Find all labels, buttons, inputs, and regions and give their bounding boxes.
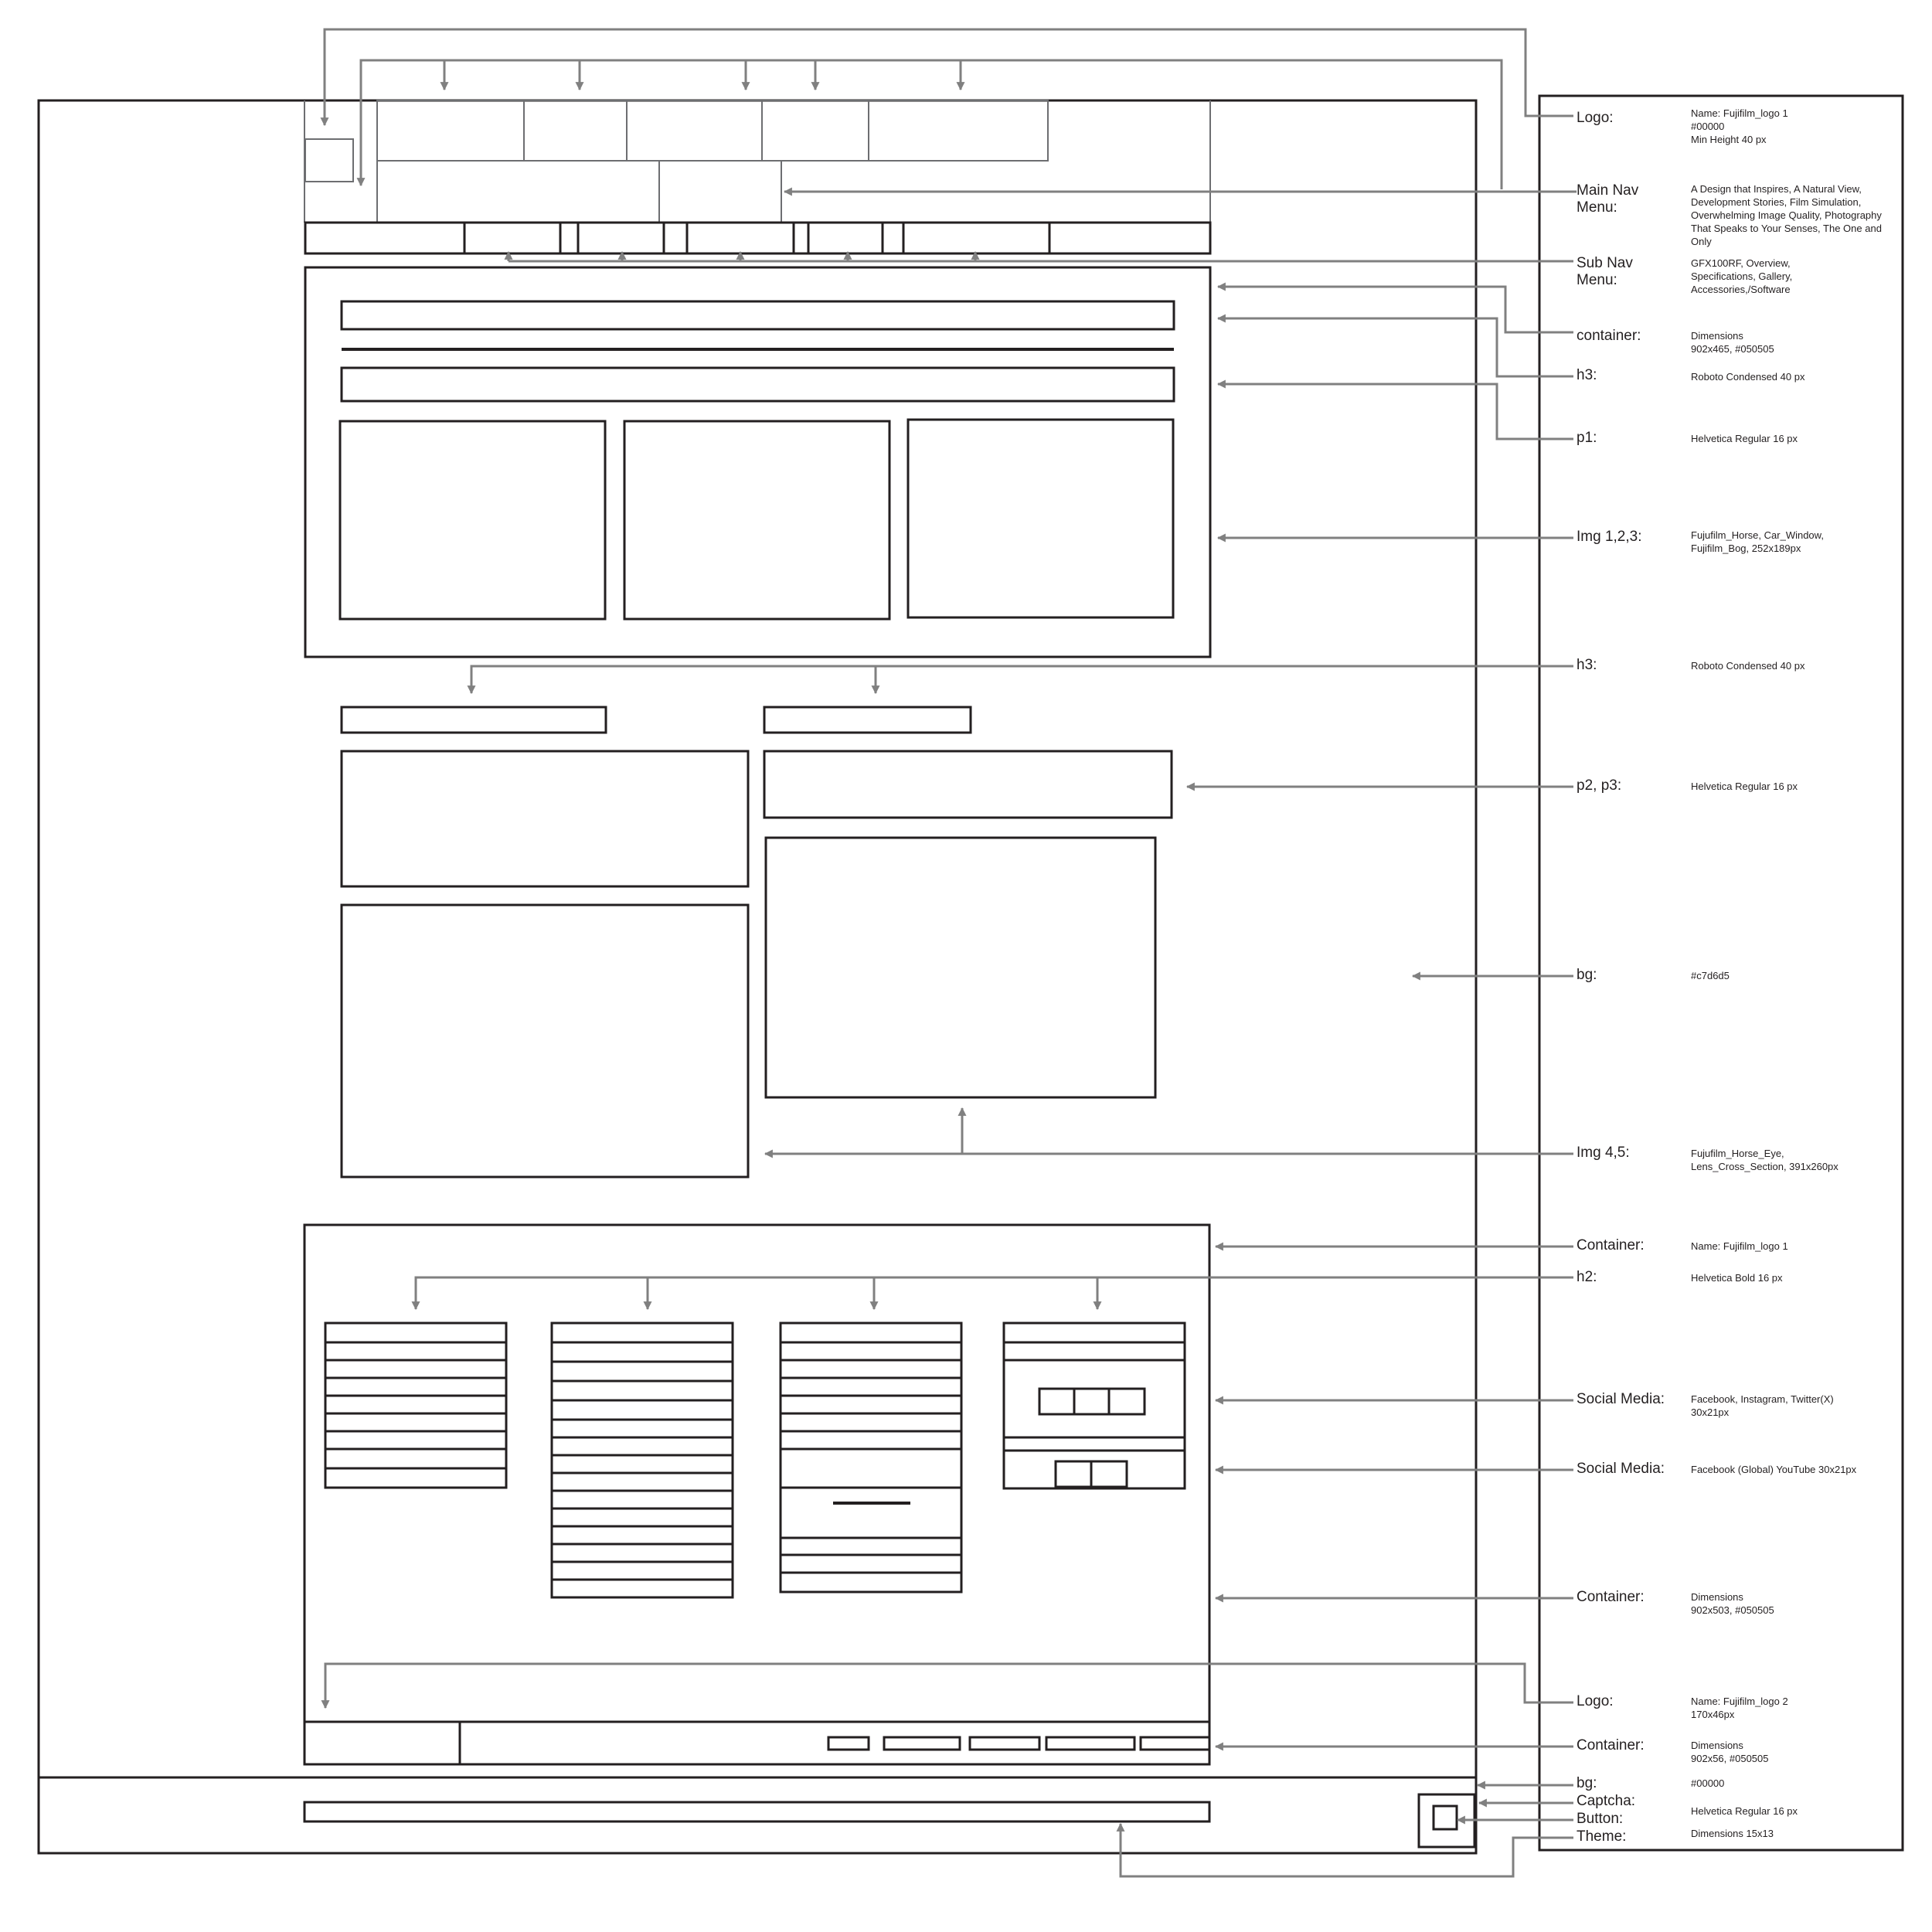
footer-column-1 xyxy=(325,1323,506,1488)
annotation-label-line: Img 1,2,3: xyxy=(1577,529,1642,545)
footer-column-3 xyxy=(781,1323,961,1592)
annotation-info-container-2 xyxy=(1691,1240,1845,1253)
annotation-info-p23 xyxy=(1691,780,1845,793)
annotation-info-line: Roboto Condensed 40 px xyxy=(1691,371,1805,383)
annotation-label-line: Container: xyxy=(1577,1589,1645,1605)
annotation-label-line: h3: xyxy=(1577,367,1597,383)
h3-left xyxy=(342,707,606,733)
annotation-label-p23 xyxy=(1577,777,1621,794)
annotation-label-line: Main Nav xyxy=(1577,182,1639,199)
header xyxy=(304,100,1210,223)
footer-column-4-social xyxy=(1004,1323,1185,1488)
img-3 xyxy=(908,420,1173,617)
annotation-info-line: Lens_Cross_Section, 391x260px xyxy=(1691,1161,1838,1172)
annotation-info-line: Fujufilm_Horse_Eye, xyxy=(1691,1148,1784,1159)
img-5 xyxy=(766,838,1155,1097)
annotation-info-line: Dimensions xyxy=(1691,1591,1743,1603)
annotation-label-button xyxy=(1577,1811,1623,1828)
footer-column-2 xyxy=(552,1323,733,1597)
annotation-info-line: Helvetica Regular 16 px xyxy=(1691,433,1798,444)
h3-right xyxy=(764,707,971,733)
annotation-info-line: #c7d6d5 xyxy=(1691,970,1730,981)
annotation-label-line: Button: xyxy=(1577,1811,1624,1827)
bottom-bar xyxy=(304,1794,1475,1847)
annotation-label-line: Menu: xyxy=(1577,199,1617,216)
annotation-label-bg-1 xyxy=(1577,967,1597,984)
annotation-info-line: A Design that Inspires, A Natural View, Development Stories, Film Simulation, Overwhelming Image Quality, Photography That Speaks to Your Senses, The One and Only xyxy=(1691,183,1882,247)
annotation-info-img-45 xyxy=(1691,1147,1869,1173)
annotation-info-sub-nav xyxy=(1691,257,1845,296)
annotation-info-container-4 xyxy=(1691,1739,1845,1765)
annotation-label-line: Logo: xyxy=(1577,1693,1614,1709)
img-4 xyxy=(342,905,748,1177)
annotation-info-line: Name: Fujifilm_logo 2 xyxy=(1691,1696,1788,1707)
annotation-info-line: Name: Fujifilm_logo 1 xyxy=(1691,107,1788,119)
annotation-label-img-45 xyxy=(1577,1145,1630,1162)
annotation-label-line: container: xyxy=(1577,328,1641,344)
annotation-label-container-2 xyxy=(1577,1237,1645,1254)
annotation-info-line: 902x465, #050505 xyxy=(1691,343,1774,355)
social-icons-row-1 xyxy=(1039,1389,1145,1414)
annotation-label-line: Img 4,5: xyxy=(1577,1145,1630,1161)
annotation-label-h3-1 xyxy=(1577,367,1597,384)
annotation-label-line: p1: xyxy=(1577,430,1597,446)
annotation-label-sub-nav xyxy=(1577,255,1633,289)
annotation-label-line: Social Media: xyxy=(1577,1391,1665,1407)
annotation-label-line: h3: xyxy=(1577,657,1597,673)
annotation-label-container-3 xyxy=(1577,1589,1645,1606)
p2-placeholder xyxy=(342,751,748,886)
annotation-label-theme xyxy=(1577,1828,1626,1845)
annotation-label-h3-2 xyxy=(1577,657,1597,674)
annotation-label-bg-2 xyxy=(1577,1775,1597,1792)
annotation-info-line: Name: Fujifilm_logo 1 xyxy=(1691,1240,1788,1252)
annotation-label-img-123 xyxy=(1577,529,1642,546)
annotation-label-container-1 xyxy=(1577,328,1641,345)
annotation-info-social-1 xyxy=(1691,1393,1869,1419)
main-nav-menu xyxy=(377,100,1048,223)
annotation-info-line: 170x46px xyxy=(1691,1709,1735,1720)
annotation-label-logo-top xyxy=(1577,110,1614,127)
annotation-info-line: Dimensions xyxy=(1691,1740,1743,1751)
annotation-label-line: Sub Nav xyxy=(1577,255,1633,271)
annotation-label-container-4 xyxy=(1577,1737,1645,1754)
annotation-info-line: #00000 xyxy=(1691,121,1725,132)
annotation-info-line: Helvetica Regular 16 px xyxy=(1691,1805,1798,1817)
footer-bottom-bar xyxy=(304,1722,1209,1764)
annotation-info-h3-1 xyxy=(1691,370,1845,383)
middle-section xyxy=(342,707,1172,1177)
annotation-info-line: 30x21px xyxy=(1691,1406,1730,1418)
annotation-info-line: Roboto Condensed 40 px xyxy=(1691,660,1805,672)
annotation-label-line: Container: xyxy=(1577,1237,1645,1253)
annotation-info-line: Facebook, Instagram, Twitter(X) xyxy=(1691,1393,1834,1405)
annotation-info-line: Facebook (Global) YouTube 30x21px xyxy=(1691,1464,1857,1475)
annotation-info-button xyxy=(1691,1804,1845,1818)
annotation-info-line: Dimensions 15x13 xyxy=(1691,1828,1774,1839)
annotation-info-line: Fujufilm_Horse, Car_Window, xyxy=(1691,529,1824,541)
annotation-info-container-3 xyxy=(1691,1590,1845,1617)
annotation-label-social-2 xyxy=(1577,1461,1665,1478)
annotation-info-line: Min Height 40 px xyxy=(1691,134,1767,145)
annotation-label-line: Container: xyxy=(1577,1737,1645,1753)
annotation-label-line: Captcha: xyxy=(1577,1793,1636,1809)
annotation-info-container-1 xyxy=(1691,329,1845,355)
annotation-label-line: bg: xyxy=(1577,1775,1597,1791)
theme-toggle-inner xyxy=(1434,1806,1457,1829)
annotation-info-img-123 xyxy=(1691,529,1861,555)
annotation-label-logo-bottom xyxy=(1577,1693,1614,1710)
annotation-info-bg-1 xyxy=(1691,969,1845,982)
img-1 xyxy=(340,421,605,619)
container-1 xyxy=(305,267,1210,657)
annotation-label-line: Social Media: xyxy=(1577,1461,1665,1477)
annotation-label-line: p2, p3: xyxy=(1577,777,1622,794)
annotation-label-line: Menu: xyxy=(1577,272,1617,288)
annotation-label-social-1 xyxy=(1577,1391,1665,1408)
img-2 xyxy=(624,421,889,619)
annotation-info-line: Helvetica Bold 16 px xyxy=(1691,1272,1783,1284)
annotation-label-h2 xyxy=(1577,1269,1597,1286)
annotation-info-h2 xyxy=(1691,1271,1845,1284)
footer-container xyxy=(304,1225,1209,1764)
annotation-info-line: Helvetica Regular 16 px xyxy=(1691,781,1798,792)
annotation-info-line: GFX100RF, Overview, Specifications, Gallery, Accessories,/Software xyxy=(1691,257,1793,295)
annotation-label-captcha xyxy=(1577,1793,1635,1810)
p3-placeholder xyxy=(764,751,1172,818)
p1-placeholder xyxy=(342,368,1174,401)
sub-nav-menu xyxy=(305,223,1210,253)
annotation-info-line: 902x503, #050505 xyxy=(1691,1604,1774,1616)
annotation-label-line: bg: xyxy=(1577,967,1597,983)
page-frame xyxy=(39,100,1476,1853)
connector-lines xyxy=(325,29,1577,1876)
annotation-info-social-2 xyxy=(1691,1463,1876,1476)
annotation-info-logo-bottom xyxy=(1691,1695,1845,1721)
annotation-info-logo-top xyxy=(1691,107,1853,146)
annotation-label-line: Theme: xyxy=(1577,1828,1627,1845)
annotation-label-line: h2: xyxy=(1577,1269,1597,1285)
annotation-info-h3-2 xyxy=(1691,659,1845,672)
annotation-info-theme xyxy=(1691,1827,1845,1840)
annotation-info-line: Fujifilm_Bog, 252x189px xyxy=(1691,543,1801,554)
annotation-info-main-nav xyxy=(1691,182,1900,248)
annotation-info-p1 xyxy=(1691,432,1845,445)
annotation-label-p1 xyxy=(1577,430,1597,447)
annotation-info-line: 902x56, #050505 xyxy=(1691,1753,1769,1764)
annotation-info-line: #00000 xyxy=(1691,1777,1725,1789)
h3-placeholder xyxy=(342,301,1174,329)
annotation-label-line: Logo: xyxy=(1577,110,1614,126)
captcha-bar xyxy=(304,1802,1209,1821)
annotation-label-main-nav xyxy=(1577,182,1638,216)
annotation-info-line: Dimensions xyxy=(1691,330,1743,342)
annotation-info-bg-2 xyxy=(1691,1777,1845,1790)
logo-placeholder xyxy=(305,139,353,182)
footer-logo xyxy=(304,1722,460,1764)
